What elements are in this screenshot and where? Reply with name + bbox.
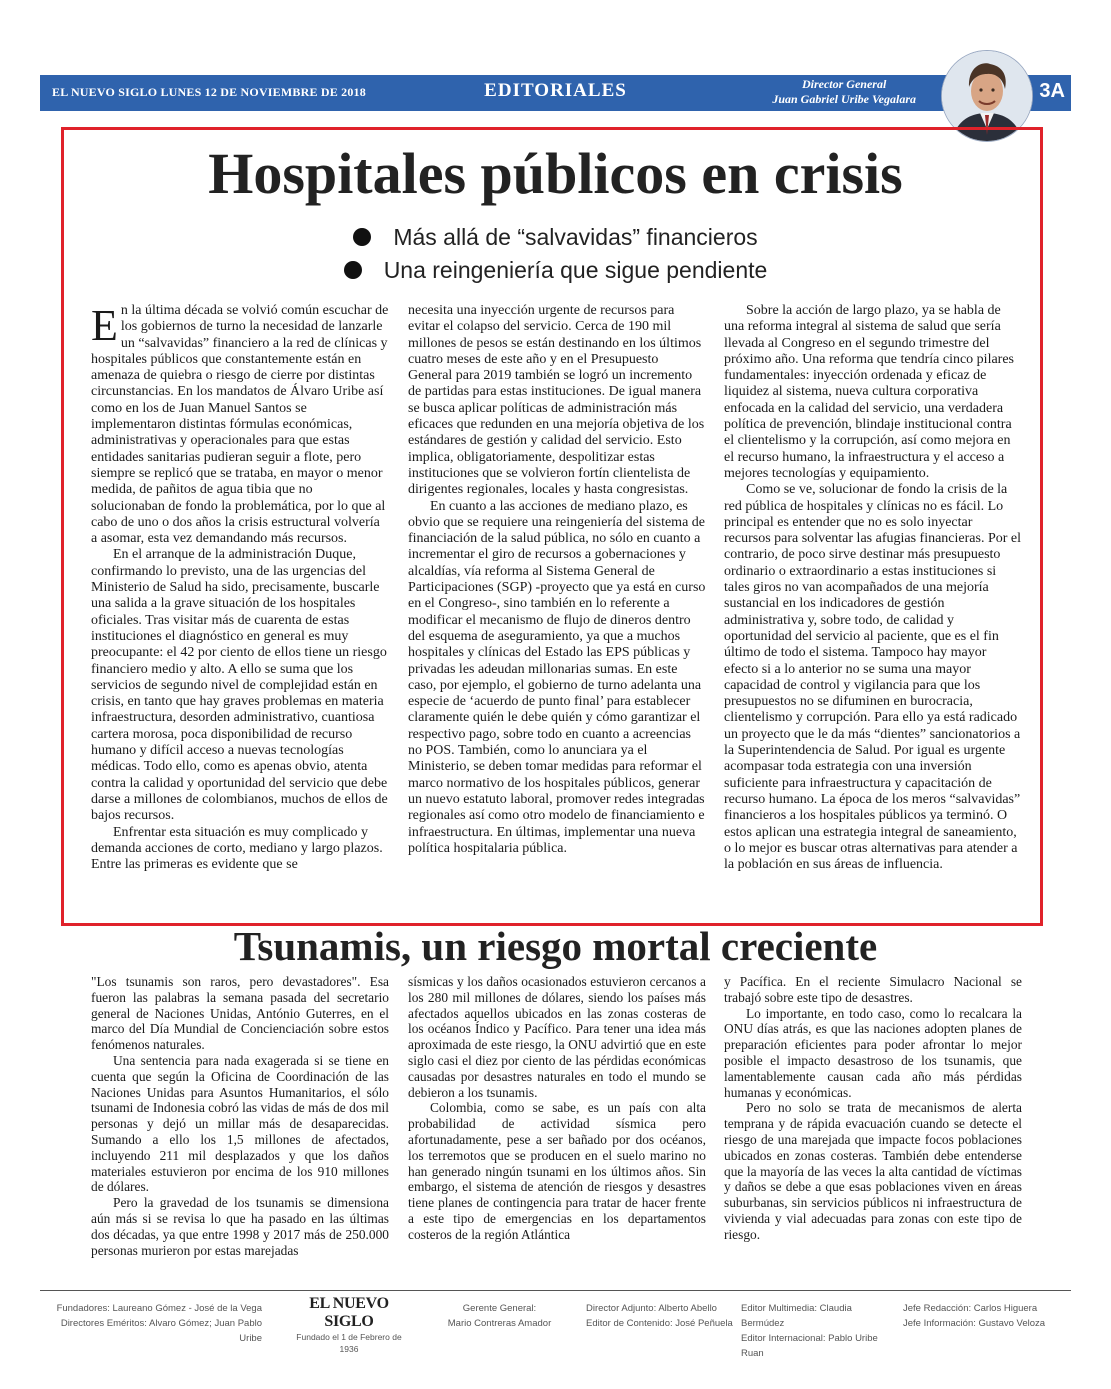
- director-title: Director General: [801, 77, 887, 91]
- content-editor: Editor de Contenido: José Peñuela: [586, 1318, 733, 1329]
- multimedia-editor: Editor Multimedia: Claudia Bermúdez: [741, 1303, 852, 1329]
- article-column: [91, 974, 389, 1258]
- newspaper-logo: EL NUEVO SIGLO: [309, 1295, 389, 1330]
- footer-editors-1: [586, 1301, 736, 1331]
- emeritus-line: Directores Eméritos: Alvaro Gómez; Juan Pablo Uribe: [60, 1318, 262, 1344]
- paragraph: Lo importante, en todo caso, como lo recalcara la ONU días atrás, es que las naciones adopten planes de preparación eficientes para poder afrontar lo mejor posible el impacto desastroso de los tsunamis, que lamentablemente causan cada año más pérdidas humanas y económicas.: [724, 1005, 1022, 1100]
- editorial-headline: Tsunamis, un riesgo mortal creciente: [233, 923, 878, 969]
- footer-logo: [286, 1295, 412, 1355]
- paragraph: Colombia, como se sabe, es un país con alta probabilidad de actividad sísmica pero afortunadamente, pese a ser bañado por dos océanos, los terremotos que se producen en el suelo marino no han generado ningún tsunami en los últimos años. Sin embargo, el sistema de atención de riesgos y desastres tiene planes de contingencia para tratar de hacer frente a este tipo de emergencias en los departamentos costeros de la región Atlántica: [408, 1100, 706, 1242]
- article-column: [408, 303, 706, 857]
- article-column: [724, 303, 1022, 873]
- article-column: [724, 974, 1022, 1243]
- information-chief: Jefe Información: Gustavo Veloza: [903, 1318, 1046, 1329]
- section-label: EDITORIALES: [484, 80, 627, 101]
- international-editor: Editor Internacional: Pablo Uribe Ruan: [741, 1333, 878, 1359]
- article-column: [408, 974, 706, 1243]
- founded-line: Fundado el 1 de Febrero de 1936: [296, 1332, 402, 1354]
- footer-editors-3: [903, 1301, 1063, 1331]
- newsroom-chief: Jefe Redacción: Carlos Higuera: [903, 1303, 1038, 1314]
- deputy-director: Director Adjunto: Alberto Abello: [586, 1303, 717, 1314]
- paragraph: En el arranque de la administración Duque, confirmando lo previsto, una de las urgencias del Ministerio de Salud ha sido, precisamente, buscarle una salida a la grave situación de los hospitales oficiales. Tras visitar más de cuarenta de estas instituciones el diagnóstico en general es muy preocupante: el 42 por ciento de ellos tiene un riesgo financiero medio y alto. A ello se suma que los servicios de segundo nivel de complejidad están en crisis, en tanto que hay graves problemas en materia infraestructura, desorden administrativo, cuantiosa cartera morosa, poca disponibilidad de recurso humano y difícil acceso a nuevas tecnologías médicas. Todo ello, como es apenas obvio, atenta contra la calidad y oportunidad del servicio que debe darse a millones de colombianos, muchos de ellos de bajos recursos.: [91, 547, 388, 824]
- bullet-dot-icon: [344, 261, 362, 279]
- founders-line: Fundadores: Laureano Gómez - José de la Vega: [56, 1303, 262, 1314]
- paragraph: [91, 303, 389, 547]
- paragraph: y Pacífica. En el reciente Simulacro Nacional se trabajó sobre este tipo de desastres.: [724, 974, 1022, 1005]
- masthead-date: EL NUEVO SIGLO LUNES 12 DE NOVIEMBRE DE 2018: [52, 85, 366, 99]
- director-name: Juan Gabriel Uribe Vegalara: [772, 92, 916, 106]
- paragraph: Pero la gravedad de los tsunamis se dimensiona aún más si se revisa lo que ha pasado en las últimas dos décadas, ya que entre 1998 y 2017 más de 250.000 personas murieron por estas marejadas: [91, 1195, 389, 1258]
- header-band: [40, 75, 1071, 111]
- page-number: 3A: [1039, 80, 1065, 102]
- paragraph: "Los tsunamis son raros, pero devastadores". Esa fueron las palabras la semana pasada del secretario general de Naciones Unidas, António Guterres, en el marco del Día Mundial de Concienciación sobre estos fenómenos naturales.: [91, 974, 389, 1053]
- article-column: [91, 303, 389, 873]
- manager-title: Gerente General:: [462, 1303, 537, 1314]
- footer-manager: [442, 1301, 557, 1331]
- drop-cap: E: [91, 301, 118, 350]
- paragraph: necesita una inyección urgente de recursos para evitar el colapso del servicio. Cerca de 190 mil millones de pesos se están destinando en los últimos cuatro meses de este año y en el Presupuesto General para 2019 también se logró un incremento de partidas para estas instituciones. De igual manera se busca aplicar políticas de administración más eficaces que redunden en una mejoría objetiva de los estándares de gestión y calidad del servicio. Esto implica, obligatoriamente, despolitizar estas instituciones que se volvieron fortín clientelista de dirigentes regionales, locales y hasta congresistas.: [408, 303, 705, 498]
- deck-line: [0, 257, 1111, 284]
- deck-text: Más allá de “salvavidas” financieros: [393, 224, 758, 250]
- paragraph: Enfrentar esta situación es muy complicado y demanda acciones de corto, mediano y largo plazos. Entre las primeras es evidente que se: [91, 824, 383, 873]
- paragraph-text: n la última década se volvió común escuchar de los gobiernos de turno la necesidad de lanzarle un “salvavidas” financiero a la red de clínicas y hospitales públicos que constantemente están en amenaza de quiebra o riesgo de cierre por distintas circunstancias. En los mandatos de Álvaro Uribe así como en los de Juan Manuel Santos se implementaron distintas fórmulas económicas, administrativas y operacionales para que estas entidades sanitarias pudieran seguir a flote, pero siempre se replicó que se trataba, en mayor o menor medida, de pañitos de agua tibia que no solucionaban de fondo la problemática, por lo que al cabo de uno o dos años la crisis estructural volvería a asomar, esta vez demandando más recursos.: [91, 303, 389, 547]
- paragraph: Sobre la acción de largo plazo, ya se habla de una reforma integral al sistema de salud que sería llevada al Congreso en el segundo trimestre del próximo año. Una reforma que tendría cinco pilares fundamentales: inyección ordenada y eficaz de liquidez al sistema, nueva cultura corporativa enfocada en la calidad del servicio, una verdadera política de prevención, blindaje institucional contra el clientelismo y la corrupción, así como mejora en el recurso humano, la infraestructura y el acceso a mejores tecnologías y equipamiento.: [724, 303, 1015, 481]
- bullet-dot-icon: [353, 228, 371, 246]
- director-credit: [772, 77, 916, 107]
- paragraph: En cuanto a las acciones de mediano plazo, es obvio que se requiere una reingeniería del sistema de financiación de la salud pública, no sólo en cuanto a incrementar el giro de recursos a gobernaciones y alcaldías, vía reforma al Sistema General de Participaciones (SGP) -proyecto que ya está en curso en el Congreso-, sino también en lo referente a modificar el mecanismo de flujo de dineros dentro del esquema de aseguramiento, ya que a muchos hospitales y clínicas del Estado las EPS públicas y privadas les adeudan millonarias sumas. En este caso, por ejemplo, el gobierno de turno adelanta una especie de ‘acuerdo de punto final’ para establecer claramente quién le debe quién y cómo garantizar el respectivo pago, sobre todo en cuanto a acreencias no POS. También, como lo anunciara ya el Ministerio, se deben tomar medidas para reformar el marco normativo de los hospitales públicos, generar un nuevo estatuto laboral, promover redes integradas regionales así como otro modelo de financiamiento e infraestructura. En últimas, implementar una nueva política hospitalaria pública.: [408, 498, 706, 856]
- footer-editors-2: [741, 1301, 896, 1361]
- paragraph: Pero no solo se trata de mecanismos de alerta temprana y de rápida evacuación cuando se detecte el riesgo de una marejada que impacte focos poblaciones ubicados en zonas costeras. También debe entenderse que la mayoría de las veces la alta cantidad de víctimas y daños se debe a que esas poblaciones viven en áreas suburbanas, sin servicios públicos ni infraestructura de vivienda y vial adecuadas para zonas con este tipo de riesgo.: [724, 1100, 1022, 1242]
- paragraph: sísmicas y los daños ocasionados estuvieron cercanos a los 280 mil millones de dólares, siendo los países más afectados aquellos ubicados en las zonas costeras de los océanos Índico y Pacífico. Para tener una idea más aproximada de este riesgo, la ONU advirtió que en este siglo casi el diez por ciento de las pérdidas económicas causadas por desastres naturales en todo el mundo se debieron a los tsunamis.: [408, 974, 706, 1100]
- manager-name: Mario Contreras Amador: [447, 1318, 552, 1329]
- footer-founders: [52, 1301, 262, 1346]
- footer-rule: [40, 1290, 1071, 1291]
- deck-text: Una reingeniería que sigue pendiente: [383, 257, 768, 283]
- deck-line: [0, 224, 1111, 251]
- paragraph: Una sentencia para nada exagerada si se tiene en cuenta que según la Oficina de Coordinación de las Naciones Unidas para Asuntos Humanitarios, el sólo tsunami de Indonesia cobró las vidas de más de dos mil personas y dejó un millar más de desaparecidas. Sumando a ello los 1,5 millones de afectados, incluyendo 211 mil desplazados y que los daños materiales estuvieron por encima de los 910 millones de dólares.: [91, 1052, 389, 1195]
- editorial-headline: Hospitales públicos en crisis: [208, 141, 903, 206]
- paragraph: Como se ve, solucionar de fondo la crisis de la red pública de hospitales y clínicas no es fácil. Lo principal es entender que no es solo inyectar recursos para solventar las afugias financieras. Por el contrario, de poco sirve destinar más presupuesto ordinario o extraordinario a estas instituciones si tales giros no van acompañados de una mejoría sustancial en los indicadores de gestión administrativa y, sobre todo, de calidad y oportunidad del servicio al paciente, que es el fin último de todo el sistema. Tampoco hay mayor efecto si a lo anterior no se suma una mayor capacidad de control y vigilancia para que los presupuestos no se difuminen en burocracia, clientelismo y corrupción. Para ello ya está radicado un proyecto que le da más “dientes” sancionatorios a la Superintendencia de Salud. Por igual es urgente acompasar toda estrategia con una inversión suficiente para infraestructura y capacitación de recurso humano. La época de los meros “salvavidas” financieros a los hospitales públicos ya terminó. O estos aplican una estrategia integral de saneamiento, o lo mejor es buscar otras alternativas para atender a la población en sus áreas de influencia.: [724, 482, 1021, 873]
